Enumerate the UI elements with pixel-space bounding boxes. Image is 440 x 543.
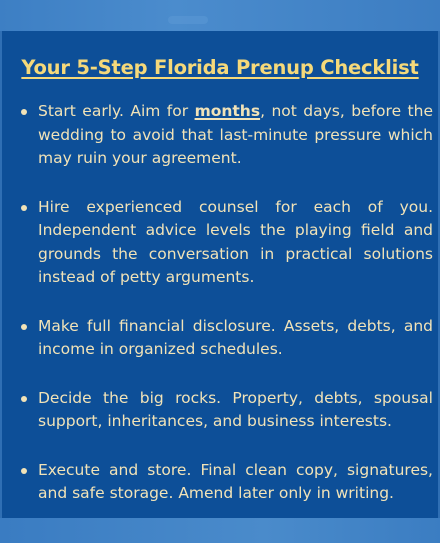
top-border-strip [0, 0, 440, 31]
item-text-after: , not days, before the wedding to avoid that last-minute pressure which may ruin your agreement. [38, 102, 433, 167]
item-text: Decide the big rocks. Property, debts, spousal support, inheritances, and business interests. [38, 388, 433, 430]
page-title: Your 5-Step Florida Prenup Checklist [21, 56, 419, 79]
item-text-before: Start early. Aim for [38, 102, 195, 120]
item-text: Execute and store. Final clean copy, signatures, and safe storage. Amend later only in writing. [38, 460, 433, 502]
list-item-hire-counsel [38, 196, 433, 290]
list-item-financial-disclosure [38, 315, 433, 362]
list-item-start-early [38, 100, 433, 171]
list-item-big-rocks [38, 387, 433, 434]
item-text: Hire experienced counsel for each of you. Independent advice levels the playing field and grounds the conversation in practical solutions instead of petty arguments. [38, 197, 433, 286]
list-item-execute-store [38, 459, 433, 506]
item-text: Make full financial disclosure. Assets, debts, and income in organized schedules. [38, 316, 433, 358]
emphasis-months: months [194, 102, 261, 120]
checklist [12, 100, 433, 506]
bottom-border-strip [0, 518, 440, 543]
decorative-blot [168, 16, 208, 24]
